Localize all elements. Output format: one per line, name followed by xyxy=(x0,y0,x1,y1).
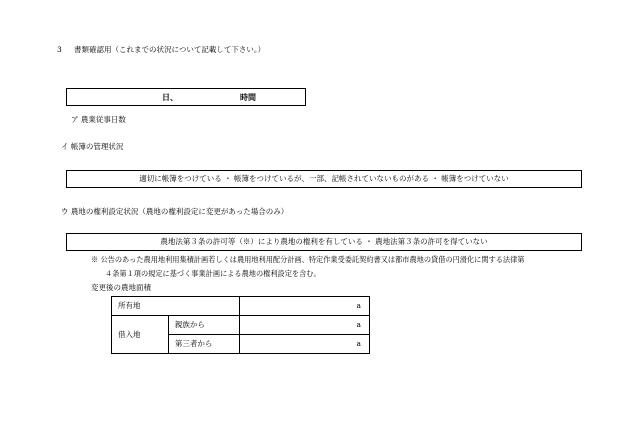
leased-label: 借入地 xyxy=(112,316,169,354)
owned-label: 所有地 xyxy=(112,297,240,316)
section-number: 3 xyxy=(57,45,62,54)
item-i-label: イ 帳簿の管理状況 xyxy=(61,142,124,151)
section-title: 書類確認用（これまでの状況について記載して下さい。） xyxy=(74,45,266,54)
area-table xyxy=(111,296,370,354)
relatives-label: 親族から xyxy=(168,316,239,335)
item-u-label: ウ 農地の権利設定状況（農地の権利設定に変更があった場合のみ） xyxy=(61,207,289,216)
table-row xyxy=(112,297,370,316)
relatives-unit: a xyxy=(239,316,369,335)
bookkeeping-options: 適切に帳簿をつけている ・ 帳簿をつけているが、一部、記帳されていないものがある ・ 帳簿をつけていない xyxy=(139,174,509,184)
day-label: 日、 xyxy=(162,93,178,102)
rights-options-box xyxy=(66,233,582,251)
rights-options: 農地法第３条の許可等（※）により農地の権利を有している ・ 農地法第３条の許可を得ていない xyxy=(160,237,488,247)
note-line-1: ※ 公告のあった農用地利用集積計画若しくは農用地利用配分計画、特定作業受委託契約書又は都市農地の貸借の円滑化に関する法律第 xyxy=(91,255,525,264)
third-party-label: 第三者から xyxy=(168,335,239,354)
hours-label: 時間 xyxy=(240,93,256,102)
owned-unit: a xyxy=(239,297,369,316)
third-party-unit: a xyxy=(239,335,369,354)
item-a-label: ア 農業従事日数 xyxy=(71,115,126,124)
days-hours-box xyxy=(66,88,306,106)
area-caption: 変更後の農地面積 xyxy=(91,283,151,292)
bookkeeping-options-box xyxy=(66,170,582,188)
table-row xyxy=(112,316,370,335)
note-line-2: ４条第１項の規定に基づく事業計画による農地の権利設定を含む。 xyxy=(105,269,321,278)
